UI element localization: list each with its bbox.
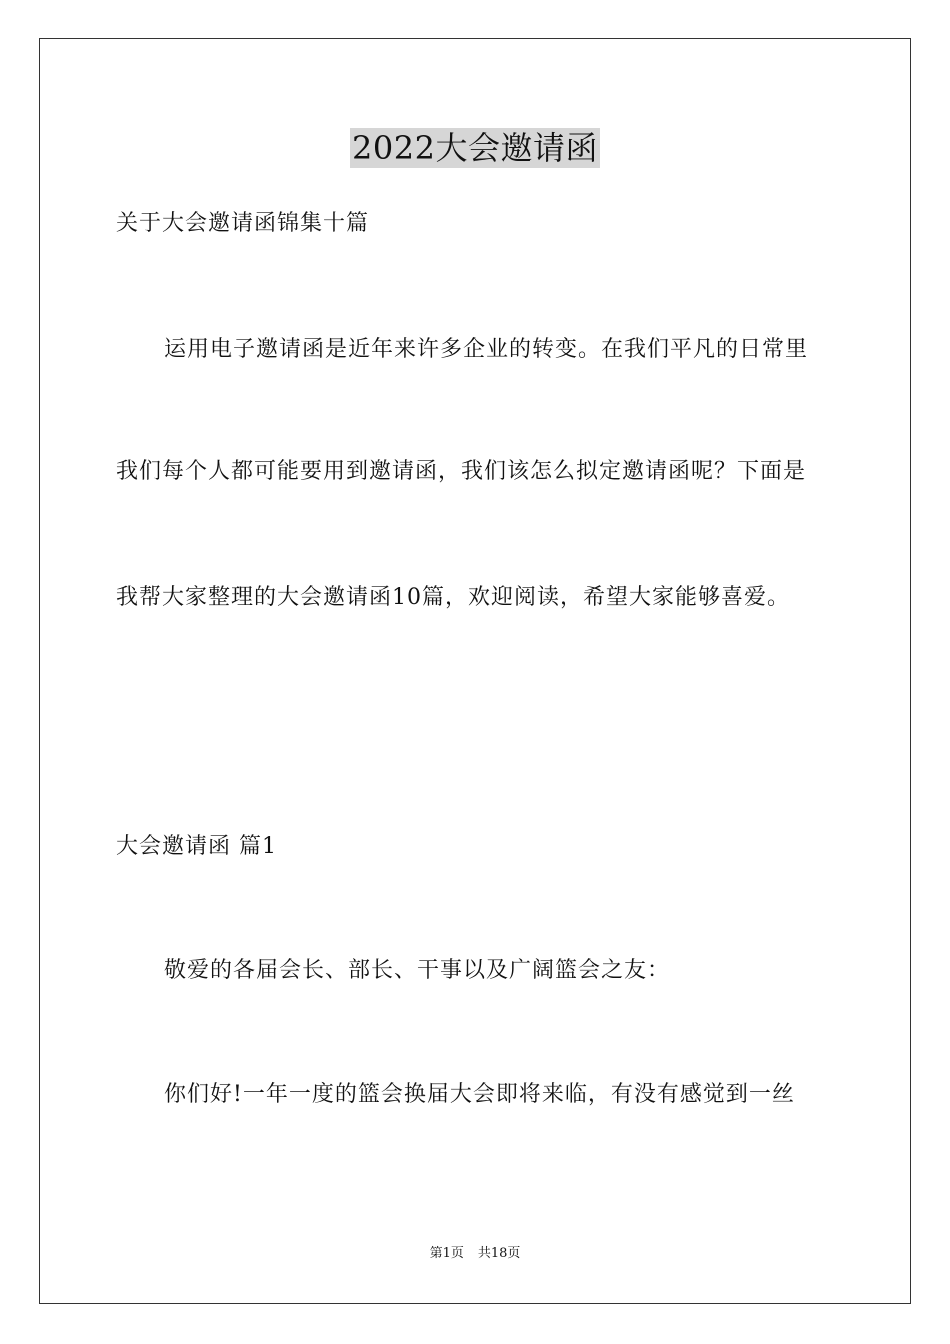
total-pages: 共18页 (477, 1246, 521, 1261)
body-paragraph-line: 你们好!一年一度的篮会换届大会即将来临，有没有感觉到一丝 (164, 1082, 795, 1107)
page-number: 第1页 (429, 1246, 464, 1261)
intro-paragraph-line: 我们每个人都可能要用到邀请函，我们该怎么拟定邀请函呢？下面是 (116, 459, 807, 484)
document-title: 2022大会邀请函 (352, 129, 598, 167)
page-footer (0, 1245, 950, 1263)
intro-paragraph-line: 运用电子邀请函是近年来许多企业的转变。在我们平凡的日常里 (164, 337, 809, 362)
title-container (0, 128, 950, 168)
salutation-line: 敬爱的各届会长、部长、干事以及广阔篮会之友： (164, 958, 671, 983)
document-subtitle: 关于大会邀请函锦集十篇 (116, 211, 370, 236)
intro-paragraph-line: 我帮大家整理的大会邀请函10篇，欢迎阅读，希望大家能够喜爱。 (116, 585, 790, 610)
section-heading: 大会邀请函 篇1 (116, 834, 277, 859)
